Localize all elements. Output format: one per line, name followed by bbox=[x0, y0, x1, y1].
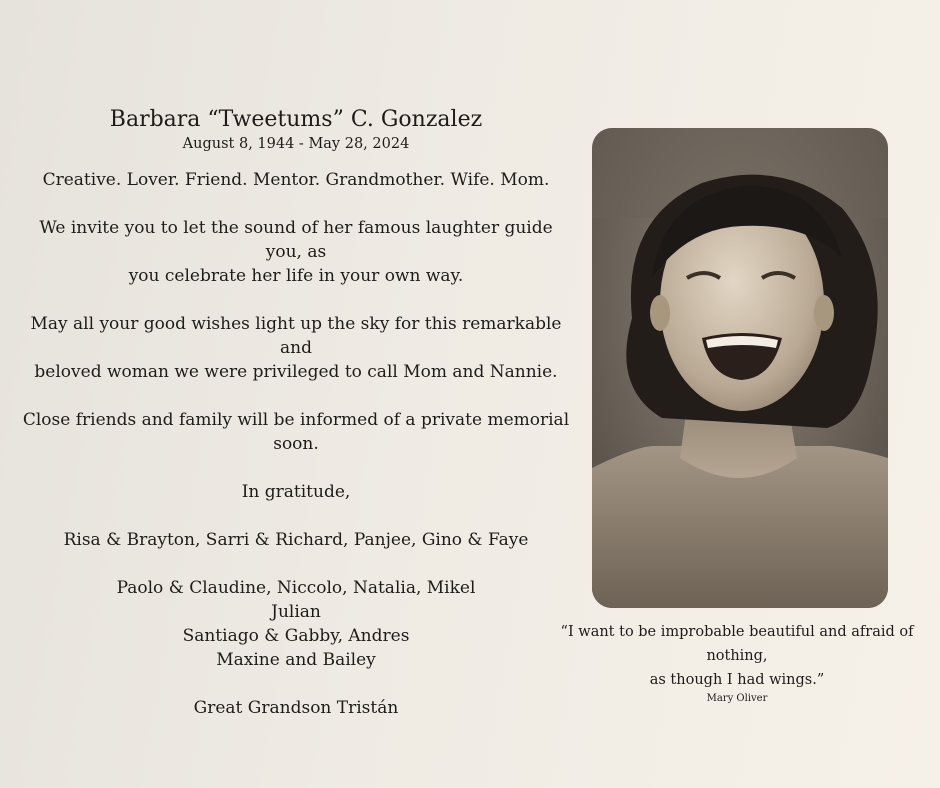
grandchildren-line: Paolo & Claudine, Niccolo, Natalia, Mikel bbox=[116, 578, 476, 598]
quote-line: as though I had wings.” bbox=[649, 672, 825, 688]
memorial-dates: August 8, 1944 - May 28, 2024 bbox=[182, 136, 410, 152]
grandchildren-line: Santiago & Gabby, Andres bbox=[182, 626, 410, 646]
great-grandchildren: Great Grandson Tristán bbox=[193, 698, 399, 718]
invite-line: you celebrate her life in your own way. bbox=[128, 266, 464, 286]
quote-line: “I want to be improbable beautiful and afraid of nothing, bbox=[560, 624, 914, 664]
portrait-photo bbox=[592, 128, 888, 608]
wishes-paragraph bbox=[20, 312, 572, 384]
grandchildren-line: Maxine and Bailey bbox=[216, 650, 376, 670]
grandchildren-line: Julian bbox=[271, 602, 321, 622]
invite-paragraph bbox=[20, 216, 572, 288]
quote-block bbox=[550, 620, 924, 706]
grandchildren-list bbox=[20, 576, 572, 672]
invite-line: We invite you to let the sound of her famous laughter guide you, as bbox=[39, 218, 553, 262]
memorial-name: Barbara “Tweetums” C. Gonzalez bbox=[109, 107, 483, 132]
memorial-note: Close friends and family will be informed of a private memorial soon. bbox=[22, 410, 570, 454]
tagline: Creative. Lover. Friend. Mentor. Grandmother. Wife. Mom. bbox=[42, 170, 550, 190]
quote-author: Mary Oliver bbox=[706, 693, 768, 704]
children-list: Risa & Brayton, Sarri & Richard, Panjee, Gino & Faye bbox=[63, 530, 529, 550]
wishes-line: May all your good wishes light up the sky for this remarkable and bbox=[30, 314, 562, 358]
obituary-text bbox=[20, 106, 572, 744]
closing: In gratitude, bbox=[241, 482, 351, 502]
wishes-line: beloved woman we were privileged to call Mom and Nannie. bbox=[34, 362, 558, 382]
